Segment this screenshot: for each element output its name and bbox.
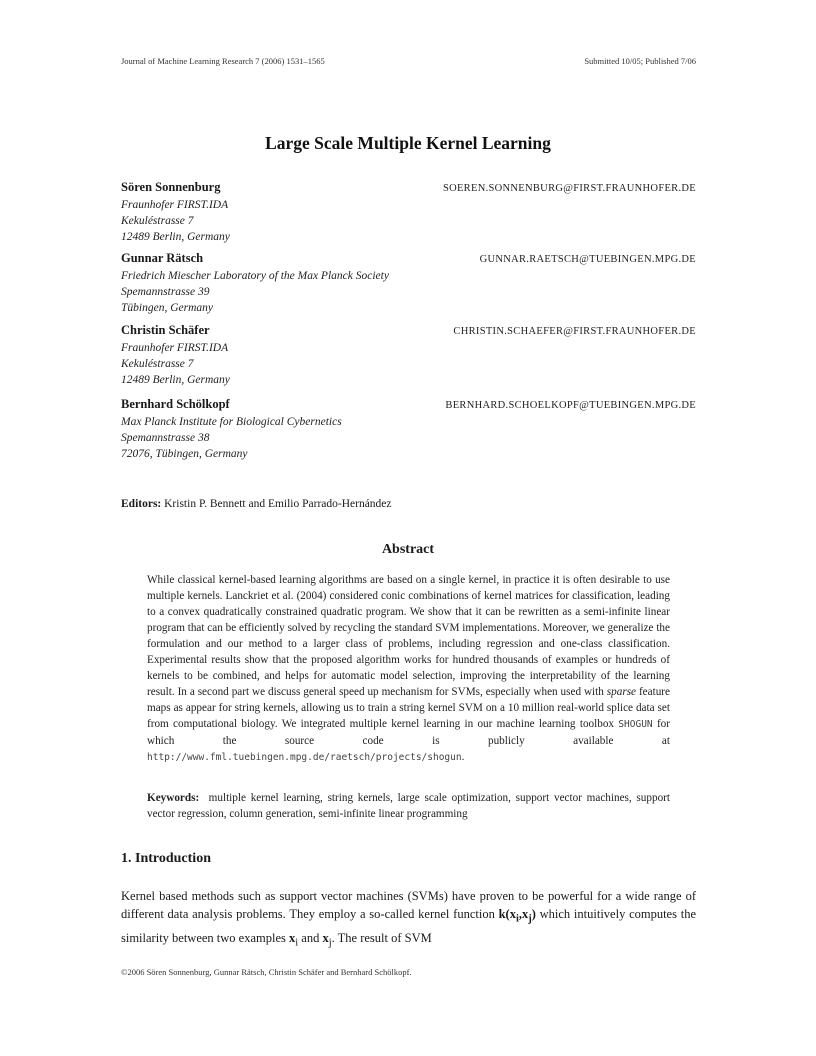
- author-address: Spemannstrasse 39: [121, 286, 210, 298]
- abstract-part: While classical kernel-based learning algorithms are based on a single kernel, in practice it is often desirable to use multiple kernels. Lanckriet et al. (2004) considered conic combinations of kernel matrices for classification, leading to a convex quadratically constrained quadratic program. We show that it can be rewritten as a semi-infinite linear program that can be efficiently solved by recycling the standard SVM implementations. Moreover, we generalize the formulation and our method to a larger class of problems, including regression and one-class classification. Experimental results show that the proposed algorithm works for hundred thousands of examples or hundreds of kernels to be combined, and helps for automatic model selection, improving the interpretability of the learning result. In a second part we discuss general speed up mechanism for SVMs, especially when used with: [147, 574, 670, 698]
- abstract-part: .: [461, 751, 465, 763]
- abstract-emphasis: sparse: [606, 686, 637, 698]
- author-affiliation: Fraunhofer FIRST.IDA: [121, 199, 229, 211]
- introduction-text: [121, 887, 696, 952]
- author-address: Kekuléstrasse 7: [121, 358, 194, 370]
- keywords-label: Keywords:: [147, 792, 200, 804]
- subscript-xi: i: [295, 937, 299, 948]
- intro-and: and: [298, 930, 323, 945]
- abstract-part: feature maps as appear for string kernels, allowing us to train a string kernel SVM on a 10 million real-world splice data set from computational biology. We integrated multiple kernel learning in our machine learning toolbox: [147, 686, 670, 730]
- abstract-heading: Abstract: [381, 542, 435, 557]
- toolbox-name: SHOGUN: [618, 719, 653, 730]
- example-xi: x: [289, 930, 296, 945]
- author-block: [121, 179, 696, 245]
- editors-names: Kristin P. Bennett and Emilio Parrado-Hernández: [164, 498, 392, 510]
- author-city: 12489 Berlin, Germany: [121, 374, 230, 386]
- author-name: Christin Schäfer: [121, 323, 210, 337]
- author-city: 12489 Berlin, Germany: [121, 231, 230, 243]
- author-address: Spemannstrasse 38: [121, 432, 210, 444]
- author-address: Kekuléstrasse 7: [121, 215, 194, 227]
- author-city: 72076, Tübingen, Germany: [121, 448, 248, 460]
- author-name: Bernhard Schölkopf: [121, 397, 230, 411]
- submission-dates: Submitted 10/05; Published 7/06: [584, 56, 696, 66]
- subscript-j: j: [528, 913, 532, 925]
- author-email[interactable]: GUNNAR.RAETSCH@TUEBINGEN.MPG.DE: [479, 254, 696, 265]
- subscript-xj: j: [328, 937, 332, 948]
- author-affiliation: Max Planck Institute for Biological Cybernetics: [121, 416, 342, 428]
- author-block: [121, 322, 696, 388]
- journal-citation: Journal of Machine Learning Research 7 (2006) 1531–1565: [121, 56, 325, 66]
- author-email[interactable]: SOEREN.SONNENBURG@FIRST.FRAUNHOFER.DE: [442, 183, 696, 194]
- intro-part: . The result of SVM: [331, 930, 432, 945]
- abstract-part: for which the source code is publicly available at: [147, 718, 671, 747]
- author-city: Tübingen, Germany: [121, 302, 213, 314]
- abstract-text: [147, 572, 670, 766]
- subscript-i: i: [515, 913, 519, 925]
- author-email[interactable]: BERNHARD.SCHOELKOPF@TUEBINGEN.MPG.DE: [445, 400, 696, 411]
- author-name: Gunnar Rätsch: [121, 251, 204, 265]
- kernel-function: [498, 907, 536, 925]
- author-block: [121, 250, 696, 316]
- kernel-comma: ,x: [518, 907, 529, 921]
- author-email[interactable]: CHRISTIN.SCHAEFER@FIRST.FRAUNHOFER.DE: [453, 326, 696, 337]
- kernel-func: k(x: [498, 907, 516, 921]
- author-affiliation: Fraunhofer FIRST.IDA: [121, 342, 229, 354]
- intro-part: which intuitively computes the similarity between two examples: [121, 907, 696, 945]
- section-heading: 1. Introduction: [121, 851, 211, 866]
- editors-line: [121, 498, 392, 510]
- keywords: [147, 790, 670, 822]
- keywords-list: multiple kernel learning, string kernels, large scale optimization, support vector machines, support vector regression, column generation, semi-infinite linear programming: [147, 792, 670, 820]
- author-affiliation: Friedrich Miescher Laboratory of the Max Planck Society: [121, 270, 389, 282]
- source-url-link[interactable]: http://www.fml.tuebingen.mpg.de/raetsch/projects/shogun: [147, 752, 462, 763]
- paper-title: Large Scale Multiple Kernel Learning: [265, 133, 551, 153]
- copyright-notice: ©2006 Sören Sonnenburg, Gunnar Rätsch, Christin Schäfer and Bernhard Schölkopf.: [121, 967, 412, 977]
- author-block: [121, 396, 696, 462]
- kernel-close: ): [531, 907, 536, 921]
- example-xj: x: [322, 930, 329, 945]
- running-header: [121, 56, 696, 66]
- editors-label: Editors:: [121, 498, 162, 510]
- author-name: Sören Sonnenburg: [121, 180, 221, 194]
- intro-part: Kernel based methods such as support vector machines (SVMs) have proven to be powerful for a wide range of different data analysis problems. They employ a so-called kernel function: [121, 889, 696, 921]
